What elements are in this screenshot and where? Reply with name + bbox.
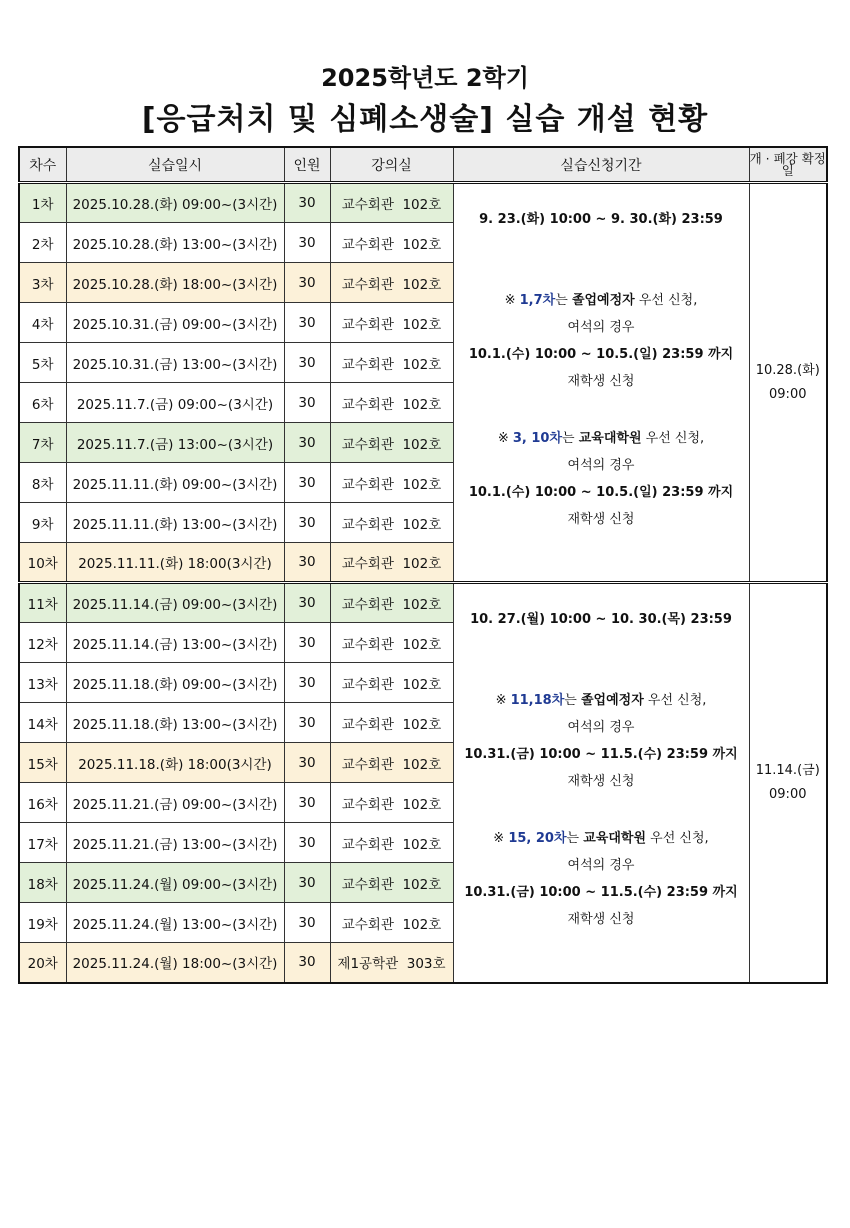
- header-round: 차수: [19, 147, 66, 183]
- room-cell: 제1공학관 303호: [330, 943, 453, 983]
- datetime-cell: 2025.10.28.(화) 09:00~(3시간): [66, 183, 284, 223]
- round-cell: 16차: [19, 783, 66, 823]
- header-capacity: 인원: [284, 147, 330, 183]
- room-cell: 교수회관 102호: [330, 903, 453, 943]
- round-cell: 20차: [19, 943, 66, 983]
- header-room: 강의실: [330, 147, 453, 183]
- datetime-cell: 2025.11.11.(화) 18:00(3시간): [66, 543, 284, 583]
- capacity-cell: 30: [284, 463, 330, 503]
- datetime-cell: 2025.10.28.(화) 13:00~(3시간): [66, 223, 284, 263]
- capacity-cell: 30: [284, 943, 330, 983]
- table-row: [19, 183, 827, 223]
- datetime-cell: 2025.11.21.(금) 13:00~(3시간): [66, 823, 284, 863]
- capacity-cell: 30: [284, 343, 330, 383]
- room-cell: 교수회관 102호: [330, 263, 453, 303]
- priority-rounds: 3, 10차: [512, 431, 563, 446]
- priority-rounds: 15, 20차: [508, 831, 567, 846]
- round-cell: 5차: [19, 343, 66, 383]
- round-cell: 17차: [19, 823, 66, 863]
- round-cell: 11차: [19, 583, 66, 623]
- schedule-table: [18, 146, 828, 984]
- room-cell: 교수회관 102호: [330, 743, 453, 783]
- room-cell: 교수회관 102호: [330, 463, 453, 503]
- room-cell: 교수회관 102호: [330, 503, 453, 543]
- datetime-cell: 2025.11.18.(화) 18:00(3시간): [66, 743, 284, 783]
- note-students: 재학생 신청: [567, 774, 635, 789]
- application-period-cell: [453, 183, 749, 583]
- datetime-cell: 2025.10.28.(화) 18:00~(3시간): [66, 263, 284, 303]
- note-suffix: 우선 신청,: [641, 431, 705, 446]
- header-confirm: 개 · 폐강 확정일: [749, 147, 827, 183]
- confirm-date: 11.14.(금): [755, 762, 820, 778]
- room-cell: 교수회관 102호: [330, 303, 453, 343]
- note-suffix: 우선 신청,: [634, 293, 698, 308]
- capacity-cell: 30: [284, 183, 330, 223]
- capacity-cell: 30: [284, 223, 330, 263]
- room-cell: 교수회관 102호: [330, 343, 453, 383]
- capacity-cell: 30: [284, 303, 330, 343]
- note-mark: ※: [497, 431, 513, 446]
- datetime-cell: 2025.11.7.(금) 13:00~(3시간): [66, 423, 284, 463]
- datetime-cell: 2025.10.31.(금) 13:00~(3시간): [66, 343, 284, 383]
- priority-note: [454, 425, 749, 533]
- round-cell: 10차: [19, 543, 66, 583]
- round-cell: 2차: [19, 223, 66, 263]
- table-header-row: [19, 147, 827, 183]
- priority-note: [454, 825, 749, 933]
- capacity-cell: 30: [284, 703, 330, 743]
- note-mark: ※: [493, 831, 509, 846]
- capacity-cell: 30: [284, 783, 330, 823]
- header-datetime: 실습일시: [66, 147, 284, 183]
- capacity-cell: 30: [284, 663, 330, 703]
- note-students: 재학생 신청: [567, 512, 635, 527]
- room-cell: 교수회관 102호: [330, 703, 453, 743]
- round-cell: 13차: [19, 663, 66, 703]
- document-title-line2: [응급처치 및 심폐소생술] 실습 개설 현황: [141, 102, 709, 137]
- room-cell: 교수회관 102호: [330, 623, 453, 663]
- round-cell: 15차: [19, 743, 66, 783]
- note-remaining: 여석의 경우: [567, 720, 635, 735]
- main-application-period: 10. 27.(월) 10:00 ~ 10. 30.(목) 23:59: [470, 612, 732, 627]
- round-cell: 3차: [19, 263, 66, 303]
- note-remaining: 여석의 경우: [567, 320, 635, 335]
- note-particle: 는: [564, 693, 581, 708]
- round-cell: 6차: [19, 383, 66, 423]
- room-cell: 교수회관 102호: [330, 583, 453, 623]
- round-cell: 19차: [19, 903, 66, 943]
- capacity-cell: 30: [284, 903, 330, 943]
- priority-target: 졸업예정자: [571, 293, 635, 308]
- capacity-cell: 30: [284, 263, 330, 303]
- note-period: 10.31.(금) 10:00 ~ 11.5.(수) 23:59 까지: [464, 885, 738, 900]
- note-particle: 는: [555, 293, 572, 308]
- round-cell: 1차: [19, 183, 66, 223]
- table-row: [19, 583, 827, 623]
- note-remaining: 여석의 경우: [567, 458, 635, 473]
- note-suffix: 우선 신청,: [646, 831, 709, 846]
- datetime-cell: 2025.11.18.(화) 13:00~(3시간): [66, 703, 284, 743]
- room-cell: 교수회관 102호: [330, 423, 453, 463]
- room-cell: 교수회관 102호: [330, 183, 453, 223]
- priority-note: [454, 687, 749, 795]
- confirm-time: 09:00: [769, 786, 807, 802]
- confirm-date-cell: [749, 583, 827, 983]
- round-cell: 12차: [19, 623, 66, 663]
- datetime-cell: 2025.11.21.(금) 09:00~(3시간): [66, 783, 284, 823]
- note-students: 재학생 신청: [567, 374, 635, 389]
- round-cell: 8차: [19, 463, 66, 503]
- note-particle: 는: [562, 431, 579, 446]
- datetime-cell: 2025.11.7.(금) 09:00~(3시간): [66, 383, 284, 423]
- datetime-cell: 2025.11.14.(금) 13:00~(3시간): [66, 623, 284, 663]
- datetime-cell: 2025.11.24.(월) 09:00~(3시간): [66, 863, 284, 903]
- round-cell: 14차: [19, 703, 66, 743]
- datetime-cell: 2025.11.24.(월) 13:00~(3시간): [66, 903, 284, 943]
- table-body: [19, 183, 827, 983]
- room-cell: 교수회관 102호: [330, 383, 453, 423]
- room-cell: 교수회관 102호: [330, 823, 453, 863]
- round-cell: 9차: [19, 503, 66, 543]
- room-cell: 교수회관 102호: [330, 543, 453, 583]
- capacity-cell: 30: [284, 503, 330, 543]
- room-cell: 교수회관 102호: [330, 223, 453, 263]
- datetime-cell: 2025.11.24.(월) 18:00~(3시간): [66, 943, 284, 983]
- note-suffix: 우선 신청,: [643, 693, 707, 708]
- priority-rounds: 11,18차: [510, 693, 565, 708]
- note-period: 10.1.(수) 10:00 ~ 10.5.(일) 23:59 까지: [468, 347, 734, 362]
- capacity-cell: 30: [284, 423, 330, 463]
- application-period-cell: [453, 583, 749, 983]
- priority-target: 교육대학원: [578, 431, 642, 446]
- datetime-cell: 2025.10.31.(금) 09:00~(3시간): [66, 303, 284, 343]
- round-cell: 7차: [19, 423, 66, 463]
- capacity-cell: 30: [284, 823, 330, 863]
- capacity-cell: 30: [284, 623, 330, 663]
- note-mark: ※: [504, 293, 520, 308]
- document-title-line1: 2025학년도 2학기: [321, 64, 529, 92]
- datetime-cell: 2025.11.11.(화) 09:00~(3시간): [66, 463, 284, 503]
- note-particle: 는: [566, 831, 584, 846]
- note-period: 10.31.(금) 10:00 ~ 11.5.(수) 23:59 까지: [464, 747, 738, 762]
- room-cell: 교수회관 102호: [330, 663, 453, 703]
- note-mark: ※: [495, 693, 511, 708]
- round-cell: 18차: [19, 863, 66, 903]
- priority-note: [454, 287, 749, 395]
- datetime-cell: 2025.11.18.(화) 09:00~(3시간): [66, 663, 284, 703]
- datetime-cell: 2025.11.11.(화) 13:00~(3시간): [66, 503, 284, 543]
- confirm-time: 09:00: [769, 386, 807, 402]
- capacity-cell: 30: [284, 583, 330, 623]
- room-cell: 교수회관 102호: [330, 783, 453, 823]
- confirm-date: 10.28.(화): [755, 362, 820, 378]
- datetime-cell: 2025.11.14.(금) 09:00~(3시간): [66, 583, 284, 623]
- room-cell: 교수회관 102호: [330, 863, 453, 903]
- note-period: 10.1.(수) 10:00 ~ 10.5.(일) 23:59 까지: [468, 485, 734, 500]
- capacity-cell: 30: [284, 543, 330, 583]
- capacity-cell: 30: [284, 383, 330, 423]
- round-cell: 4차: [19, 303, 66, 343]
- capacity-cell: 30: [284, 863, 330, 903]
- capacity-cell: 30: [284, 743, 330, 783]
- priority-target: 졸업예정자: [580, 693, 644, 708]
- main-application-period: 9. 23.(화) 10:00 ~ 9. 30.(화) 23:59: [479, 212, 723, 227]
- confirm-date-cell: [749, 183, 827, 583]
- priority-rounds: 1,7차: [519, 293, 556, 308]
- priority-target: 교육대학원: [583, 831, 647, 846]
- note-students: 재학생 신청: [567, 912, 635, 927]
- note-remaining: 여석의 경우: [567, 858, 635, 873]
- header-period: 실습신청기간: [453, 147, 749, 183]
